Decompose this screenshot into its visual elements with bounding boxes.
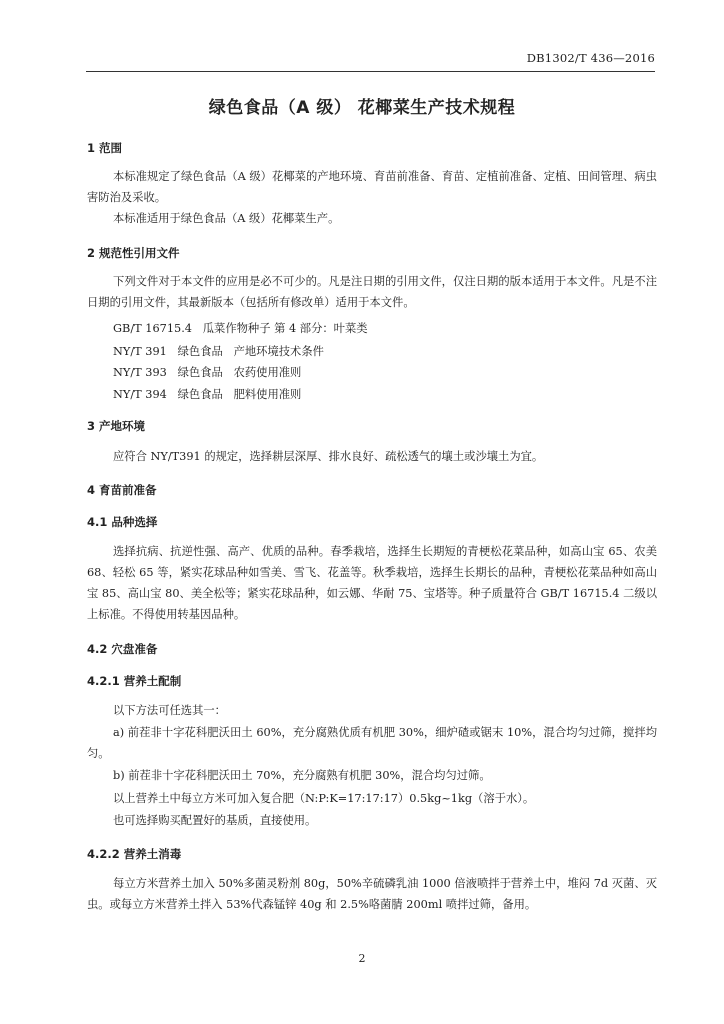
section-2-heading: 2 规范性引用文件 [87,246,180,260]
section-4-2-heading: 4.2 穴盘准备 [87,642,158,656]
header-rule [86,71,655,72]
section-1-heading: 1 范围 [87,141,123,155]
section-4-2-2-paragraph-1: 每立方米营养土加入 50%多菌灵粉剂 80g，50%辛硫磷乳油 1000 倍液喷拌于营养土中，堆闷 7d 灭菌、灭虫。或每立方米营养土拌入 53%代森锰锌 40g 和 2.5%咯菌腈 200ml 喷拌过筛，备用。 [87,877,657,911]
section-4-2-1-paragraph-4: 以上营养土中每立方米可加入复合肥（N:P:K=17:17:17）0.5kg~1kg（溶于水）。 [113,792,535,805]
reference-item: GB/T 16715.4 瓜菜作物种子 第 4 部分：叶菜类 [113,322,368,335]
section-4-2-1-paragraph-5: 也可选择购买配置好的基质，直接使用。 [113,814,317,827]
section-4-2-1-item-b: b) 前茬非十字花科肥沃田土 70%，充分腐熟有机肥 30%，混合均匀过筛。 [113,769,491,782]
standard-code: DB1302/T 436—2016 [526,51,655,65]
reference-item: NY/T 391 绿色食品 产地环境技术条件 [113,345,324,358]
reference-item: NY/T 394 绿色食品 肥料使用准则 [113,388,302,401]
document-title: 绿色食品（A 级） 花椰菜生产技术规程 [208,98,516,118]
reference-item: NY/T 393 绿色食品 农药使用准则 [113,366,302,379]
section-4-1-paragraph-1: 选择抗病、抗逆性强、高产、优质的品种。春季栽培，选择生长期短的青梗松花菜品种，如高山宝 65、农美 68、轻松 65 等，紧实花球品种如雪美、雪飞、花盖等。秋季栽培，选择生长期长的品种，青梗松花菜品种如高山宝 85、高山宝 80、美全松等；紧实花球品种，如云娜、华耐 75、宝塔等。种子质量符合 GB/T 16715.4 二级以上标准。不得使用转基因品种。 [87,545,657,621]
section-4-2-2-heading: 4.2.2 营养土消毒 [87,847,182,861]
section-2-paragraph-1: 下列文件对于本文件的应用是必不可少的。凡是注日期的引用文件，仅注日期的版本适用于本文件。凡是不注日期的引用文件，其最新版本（包括所有修改单）适用于本文件。 [87,275,657,309]
section-4-heading: 4 育苗前准备 [87,483,157,497]
section-4-2-1-heading: 4.2.1 营养土配制 [87,674,182,688]
section-1-paragraph-1: 本标准规定了绿色食品（A 级）花椰菜的产地环境、育苗前准备、育苗、定植前准备、定植、田间管理、病虫害防治及采收。 [87,170,657,204]
section-1-paragraph-2: 本标准适用于绿色食品（A 级）花椰菜生产。 [113,212,340,225]
section-4-2-1-item-a: a) 前茬非十字花科肥沃田土 60%，充分腐熟优质有机肥 30%，细炉碴或锯末 10%，混合均匀过筛，搅拌均匀。 [87,726,657,760]
page-number: 2 [358,952,366,965]
section-3-paragraph-1: 应符合 NY/T391 的规定，选择耕层深厚、排水良好、疏松透气的壤土或沙壤土为宜。 [113,450,544,463]
section-4-1-heading: 4.1 品种选择 [87,515,158,529]
section-3-heading: 3 产地环境 [87,419,146,433]
section-4-2-1-paragraph-1: 以下方法可任选其一： [113,704,226,717]
